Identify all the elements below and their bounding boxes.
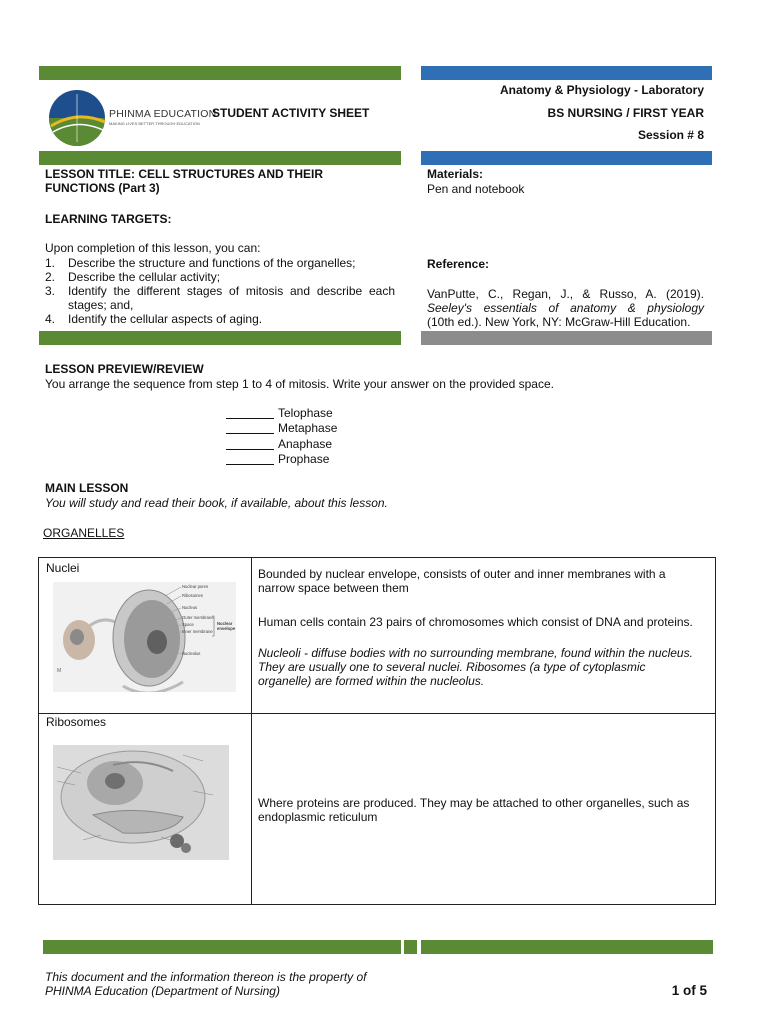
course-name: Anatomy & Physiology - Laboratory <box>499 83 704 97</box>
learning-targets-heading: LEARNING TARGETS: <box>45 212 172 226</box>
header-bar-blue <box>421 66 712 80</box>
materials-bar-blue <box>421 151 712 165</box>
materials-heading: Materials: <box>427 167 484 181</box>
footer-bar-green-right <box>421 940 713 954</box>
mitosis-sequence <box>226 405 337 467</box>
footer-bar-green-left <box>43 940 401 954</box>
figure-label: Nuclear pores <box>182 584 209 589</box>
figure-label: Inner membrane <box>182 629 213 634</box>
session-number: Session # 8 <box>637 128 704 142</box>
organelle-name: Ribosomes <box>46 715 107 729</box>
header-bar-green <box>39 66 401 80</box>
column-divider <box>251 558 252 904</box>
logo-text: PHINMA EDUCATION <box>109 108 217 120</box>
footer-bar-green-mid <box>404 940 417 954</box>
logo-tagline: MAKING LIVES BETTER THROUGH EDUCATION <box>109 121 200 126</box>
phinma-logo <box>47 88 107 148</box>
preview-instruction: You arrange the sequence from step 1 to 4 of mitosis. Write your answer on the provided space. <box>45 377 554 391</box>
svg-text:M: M <box>57 668 62 674</box>
list-item: 4. Identify the cellular aspects of aging. <box>45 312 263 326</box>
answer-blank[interactable] <box>226 453 274 465</box>
reference-text: VanPutte, C., Regan, J., & Russo, A. (2019). Seeley's essentials of anatomy & physiology (10th ed.). New York, NY: McGraw-Hill Education. <box>427 287 704 329</box>
main-lesson-instruction: You will study and read their book, if available, about this lesson. <box>45 496 388 510</box>
lesson-bar-green <box>39 151 401 165</box>
ribosomes-description: Where proteins are produced. They may be attached to other organelles, such as endoplasmic reticulum <box>258 796 690 824</box>
figure-label: envelope <box>217 626 236 631</box>
phinma-logo-icon <box>47 88 107 148</box>
section-organelles: ORGANELLES <box>43 526 125 540</box>
reference-bar-gray <box>421 331 712 345</box>
list-item: Prophase <box>226 452 337 468</box>
list-item: 3. Identify the different stages of mitosis and describe each stages; and, <box>45 284 395 312</box>
row-divider <box>39 713 715 714</box>
nucleus-diagram-icon <box>53 582 236 692</box>
figure-label: Nucleus <box>182 605 198 610</box>
list-item: Telophase <box>226 405 337 421</box>
ribosome-diagram-icon <box>53 745 229 860</box>
figure-label: Ribosomes <box>182 593 203 598</box>
answer-blank[interactable] <box>226 438 274 450</box>
list-item: 2. Describe the cellular activity; <box>45 270 221 284</box>
footer-notice: This document and the information thereon is the property of PHINMA Education (Department of Nursing) <box>45 970 367 998</box>
list-item: 1. Describe the structure and functions of the organelles; <box>45 256 356 270</box>
organelles-table <box>38 557 716 905</box>
learning-targets-list <box>45 256 395 326</box>
preview-heading: LESSON PREVIEW/REVIEW <box>45 362 204 376</box>
program-name: BS NURSING / FIRST YEAR <box>547 106 704 120</box>
reference-heading: Reference: <box>427 257 490 271</box>
page-number: 1 of 5 <box>671 983 707 998</box>
figure-label: Space <box>182 622 194 627</box>
figure-label: Outer membrane <box>182 615 214 620</box>
organelle-name: Nuclei <box>46 561 80 575</box>
nuclei-description: Bounded by nuclear envelope, consists of outer and inner membranes with a narrow space between them Human cells contain 23 pairs of chromosomes which consist of DNA and proteins. Nucleoli - diffuse bodies with no surrounding membrane, found within the nucleus. They are usually one to several nuclei. Ribosomes (a type of cytoplasmic organelle) are formed within the nucleolus. <box>258 567 693 688</box>
answer-blank[interactable] <box>226 407 274 419</box>
ribosomes-figure <box>53 745 229 860</box>
list-item: Metaphase <box>226 421 337 437</box>
lesson-title: LESSON TITLE: CELL STRUCTURES AND THEIR FUNCTIONS (Part 3) <box>45 167 324 195</box>
figure-label: Nucleolus <box>182 651 201 656</box>
answer-blank[interactable] <box>226 422 274 434</box>
materials-text: Pen and notebook <box>427 182 525 196</box>
figure-label: Nuclear <box>217 621 233 626</box>
list-item: Anaphase <box>226 436 337 452</box>
sheet-title: STUDENT ACTIVITY SHEET <box>212 106 370 120</box>
nucleus-figure <box>53 582 236 692</box>
targets-intro: Upon completion of this lesson, you can: <box>45 241 261 255</box>
targets-bar-green <box>39 331 401 345</box>
main-lesson-heading: MAIN LESSON <box>45 481 129 495</box>
